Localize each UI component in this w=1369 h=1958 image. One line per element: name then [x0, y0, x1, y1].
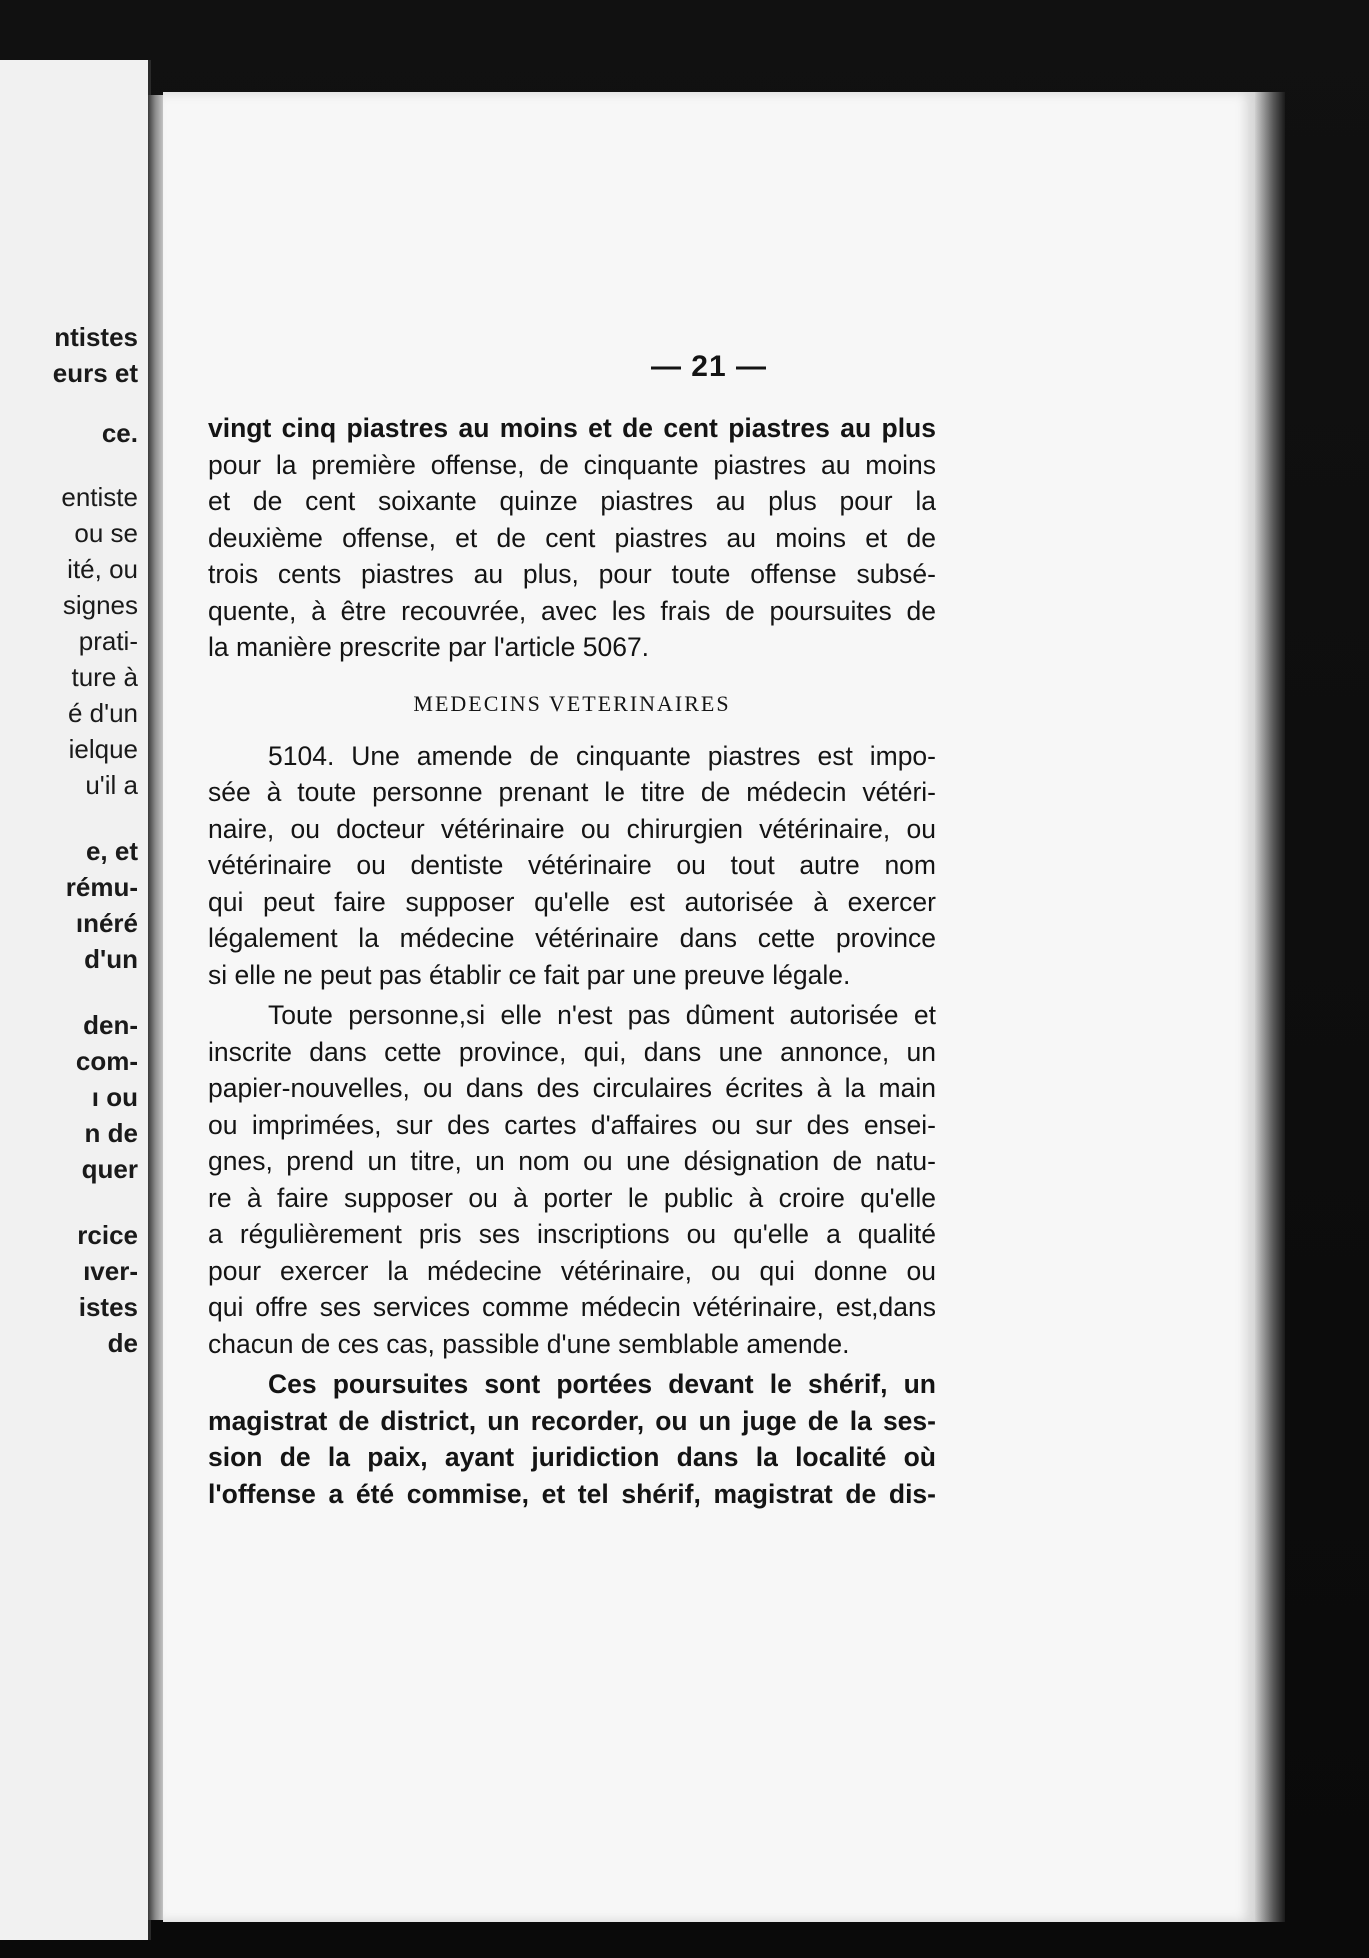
text-line: Ces poursuites sont portées devant le shérif, un — [268, 1369, 936, 1399]
left-page-fragment: com- — [75, 1046, 138, 1076]
page-body — [208, 410, 936, 1512]
left-page-fragment: ce. — [101, 418, 138, 448]
left-page-fragment: den- — [83, 1010, 138, 1040]
left-page-fragment: rému- — [65, 872, 138, 902]
text-line: si elle ne peut pas établir ce fait par une preuve légale. — [208, 959, 851, 990]
text-line: re à faire supposer ou à porter le public à croire qu'elle — [208, 1182, 936, 1213]
left-page-fragment: e, et — [85, 836, 138, 866]
text-line: inscrite dans cette province, qui, dans une annonce, un — [208, 1036, 936, 1067]
text-line: qui peut faire supposer qu'elle est autorisée à exercer — [208, 886, 936, 917]
text-line: la manière prescrite par l'article 5067. — [208, 632, 650, 662]
left-page-fragment: d'un — [84, 944, 138, 974]
left-page-fragment: ture à — [71, 662, 138, 692]
left-page-fragment: n de — [84, 1118, 138, 1148]
text-line: sée à toute personne prenant le titre de médecin vétéri- — [208, 777, 936, 807]
text-line: trois cents piastres au plus, pour toute offense subsé- — [208, 559, 936, 589]
text-line: sion de la paix, ayant juridiction dans la localité où — [208, 1442, 936, 1472]
left-page-fragment: ı ou — [91, 1082, 138, 1112]
text-line: chacun de ces cas, passible d'une semblable amende. — [208, 1328, 850, 1359]
left-page-fragment: ıver- — [83, 1256, 138, 1286]
text-line: 5104. Une amende de cinquante piastres est impo- — [268, 740, 936, 771]
text-line: vétérinaire ou dentiste vétérinaire ou tout autre nom — [208, 850, 936, 880]
section-heading: MEDECINS VETERINAIRES — [413, 690, 731, 716]
left-page-fragment: é d'un — [67, 698, 138, 728]
text-line: ou imprimées, sur des cartes d'affaires ou sur des ensei- — [208, 1109, 936, 1140]
text-line: a régulièrement pris ses inscriptions ou qu'elle a qualité — [208, 1219, 936, 1249]
left-page-fragment: prati- — [78, 626, 138, 656]
text-line: et de cent soixante quinze piastres au plus pour la — [208, 486, 936, 516]
page-edge-shadow — [1255, 92, 1285, 1922]
page-number: — 21 — — [650, 350, 768, 383]
right-page — [163, 92, 1255, 1922]
text-line: papier-nouvelles, ou dans des circulaires écrites à la main — [208, 1073, 936, 1103]
text-line: gnes, prend un titre, un nom ou une désignation de natu- — [208, 1146, 936, 1176]
left-page-fragment: ou se — [74, 518, 138, 548]
left-page-fragment: u'il a — [85, 770, 138, 800]
left-page-fragment: istes — [78, 1292, 138, 1322]
text-line: quente, à être recouvrée, avec les frais de poursuites de — [208, 595, 936, 626]
left-page-fragment: entiste — [61, 482, 138, 512]
left-page-fragment: ielque — [68, 734, 138, 764]
text-line: pour exercer la médecine vétérinaire, ou qui donne ou — [208, 1255, 936, 1286]
left-facing-page — [0, 60, 151, 1940]
left-page-fragment: de — [107, 1328, 138, 1358]
left-page-fragment: ınéré — [75, 908, 138, 938]
left-page-fragment: eurs et — [52, 358, 138, 388]
text-line: magistrat de district, un recorder, ou un juge de la ses- — [208, 1405, 936, 1436]
text-line: légalement la médecine vétérinaire dans cette province — [208, 923, 936, 953]
left-page-fragment: signes — [62, 590, 138, 620]
text-line: pour la première offense, de cinquante piastres au moins — [208, 449, 936, 480]
text-line: deuxième offense, et de cent piastres au moins et de — [208, 522, 936, 553]
left-page-fragment: rcice — [77, 1220, 138, 1250]
text-line: l'offense a été commise, et tel shérif, magistrat de dis- — [208, 1478, 936, 1509]
text-line: Toute personne,si elle n'est pas dûment autorisée et — [268, 1000, 936, 1030]
left-page-fragment: ité, ou — [67, 554, 138, 584]
text-line: qui offre ses services comme médecin vétérinaire, est,dans — [208, 1292, 936, 1322]
left-page-fragment: ntistes — [54, 322, 138, 352]
text-line: vingt cinq piastres au moins et de cent piastres au plus — [208, 413, 936, 443]
left-page-fragment: quer — [81, 1154, 138, 1184]
text-line: naire, ou docteur vétérinaire ou chirurgien vétérinaire, ou — [208, 813, 936, 844]
